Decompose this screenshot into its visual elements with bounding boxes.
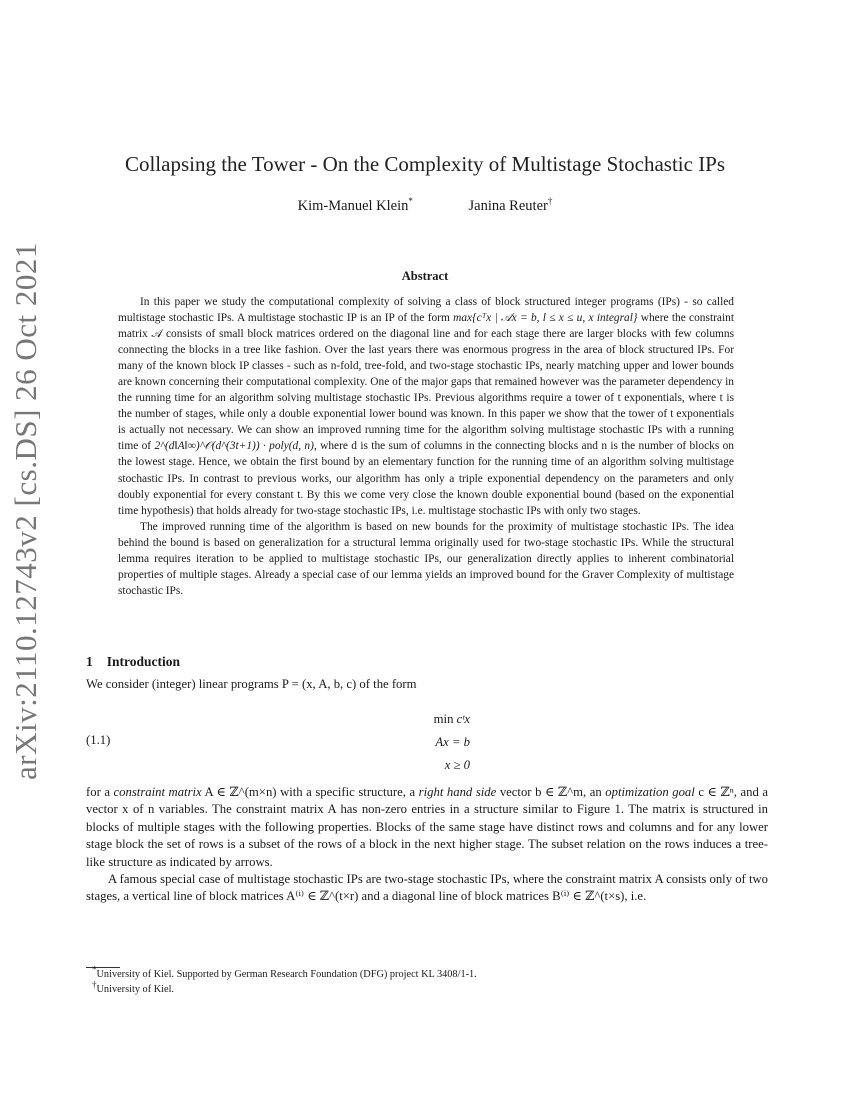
body-p1-d: c ∈ ℤⁿ, and a vector x of n variables. The constraint matrix A has non-zero entries in a structure similar to Figure 1. The matrix is structured in blocks of multiple stages with the following properties. Blocks of the same stage have distinct rows and columns and for any lower stage block the set of rows is a subset of the rows of a block in the next higher stage. The subset relation on the rows induces a tree-like structure as indicated by arrows. [86, 785, 768, 869]
author-2 [469, 198, 553, 214]
paper-title: Collapsing the Tower - On the Complexity of Multistage Stochastic IPs [124, 152, 726, 176]
author-2-name: Janina Reuter [468, 198, 548, 214]
abstract-p1-part1: In this paper we study the computational complexity of solving a class of block structured integer programs (IPs) - so called multistage stochastic IPs. A multistage stochastic IP is an IP of the form [118, 296, 734, 325]
body-paragraph-2: A famous special case of multistage stochastic IPs are two-stage stochastic IPs, where the constraint matrix A consists only of two stages, a vertical line of block matrices A⁽ⁱ⁾ ∈ ℤ^(t×r) and a diagonal line of block matrices B⁽ⁱ⁾ ∈ ℤ^(t×s), i.e. [86, 872, 768, 904]
equation-line-nonneg: x ≥ 0 [444, 758, 470, 772]
abstract-body [118, 294, 734, 599]
abstract-p1-part2: where the constraint matrix 𝒜 consists of small block matrices ordered on the diagonal line and for each stage there are larger blocks with few columns connecting the blocks in a tree like fashion. Over the last years there was enormous progress in the area of block structured IPs. For many of the known block IP classes - such as n-fold, tree-fold, and two-stage stochastic IPs, nearly matching upper and lower bounds are known concerning their computational complexity. One of the major gaps that remained however was the parameter dependency in the running time for an algorithm solving multistage stochastic IPs. Previous algorithms require a tower of t exponentials, where t is the number of stages, while only a double exponential lower bound was known. In this paper we show that the tower of t exponentials is actually not necessary. We can show an improved running time for the algorithm solving multistage stochastic IPs with a running time of [118, 312, 734, 453]
footnote-2-text: University of Kiel. [96, 983, 174, 995]
body-paragraph-1 [86, 784, 768, 871]
body-p1-a: for a [86, 785, 114, 799]
equation-line-objective [380, 708, 470, 731]
abstract-heading: Abstract [401, 269, 449, 283]
arxiv-side-stamp: arXiv:2110.12743v2 [cs.DS] 26 Oct 2021 [8, 242, 43, 780]
equation-min: min [433, 712, 457, 726]
section-heading-introduction [86, 654, 180, 670]
footnote-2-mark: † [92, 979, 97, 990]
author-1 [298, 198, 413, 214]
abstract-runtime-formula: 2^(d‖A‖∞)^𝒪(d^(3t+1)) · poly(d, n) [154, 440, 314, 453]
body-p1-b: A ∈ ℤ^(m×n) with a specific structure, a [201, 785, 419, 799]
footnote-1 [86, 964, 768, 983]
term-right-hand-side: right hand side [418, 785, 497, 799]
footnotes [86, 964, 768, 997]
introduction-body [86, 784, 768, 906]
equation-label: (1.1) [86, 733, 111, 747]
section-number: 1 [86, 654, 93, 669]
equation-block [380, 708, 470, 777]
footnote-2 [86, 979, 768, 998]
footnote-1-text: University of Kiel. Supported by German Research Foundation (DFG) project KL 3408/1-1. [96, 969, 477, 980]
intro-sentence: We consider (integer) linear programs P = (x, A, b, c) of the form [86, 677, 417, 691]
abstract-paragraph-2: The improved running time of the algorithm is based on new bounds for the proximity of multistage stochastic IPs. The idea behind the bound is based on generalization for a structural lemma originally used for two-stage stochastic IPs. While the structural lemma requires iteration to be applied to multistage stochastic IPs, our generalization directly applies to inherent combinatorial properties of multiple stages. Already a special case of our lemma yields an improved bound for the Graver Complexity of multistage stochastic IPs. [118, 520, 734, 597]
term-optimization-goal: optimization goal [605, 785, 695, 799]
author-2-mark: † [547, 196, 553, 207]
abstract-p1-part3: , where d is the sum of columns in the connecting blocks and n is the number of blocks on the lowest stage. Hence, we obtain the first bound by an elementary function for the running time of an algorithm solving multistage stochastic IPs. In contrast to previous works, our algorithm has only a triple exponential dependency on the parameters and only doubly exponential for every constant t. By this we come very close the known double exponential bound (based on the exponential time hypothesis) that holds already for two-stage stochastic IPs, i.e. multistage stochastic IPs with only two stages. [118, 440, 735, 517]
author-1-mark: * [408, 196, 413, 207]
author-1-name: Kim-Manuel Klein [297, 198, 409, 214]
footnote-1-mark: * [92, 964, 97, 975]
body-p1-c: vector b ∈ ℤ^m, an [496, 785, 606, 799]
equation-objective-expr: cᵗx [456, 712, 470, 726]
author-list [0, 198, 850, 215]
term-constraint-matrix: constraint matrix [113, 785, 202, 799]
abstract-paragraph-1 [118, 294, 734, 519]
equation-line-constraint: Ax = b [435, 735, 470, 749]
section-title: Introduction [106, 654, 181, 669]
abstract-ip-formula: max{cᵀx | 𝒜x = b, l ≤ x ≤ u, x integral} [453, 312, 638, 325]
